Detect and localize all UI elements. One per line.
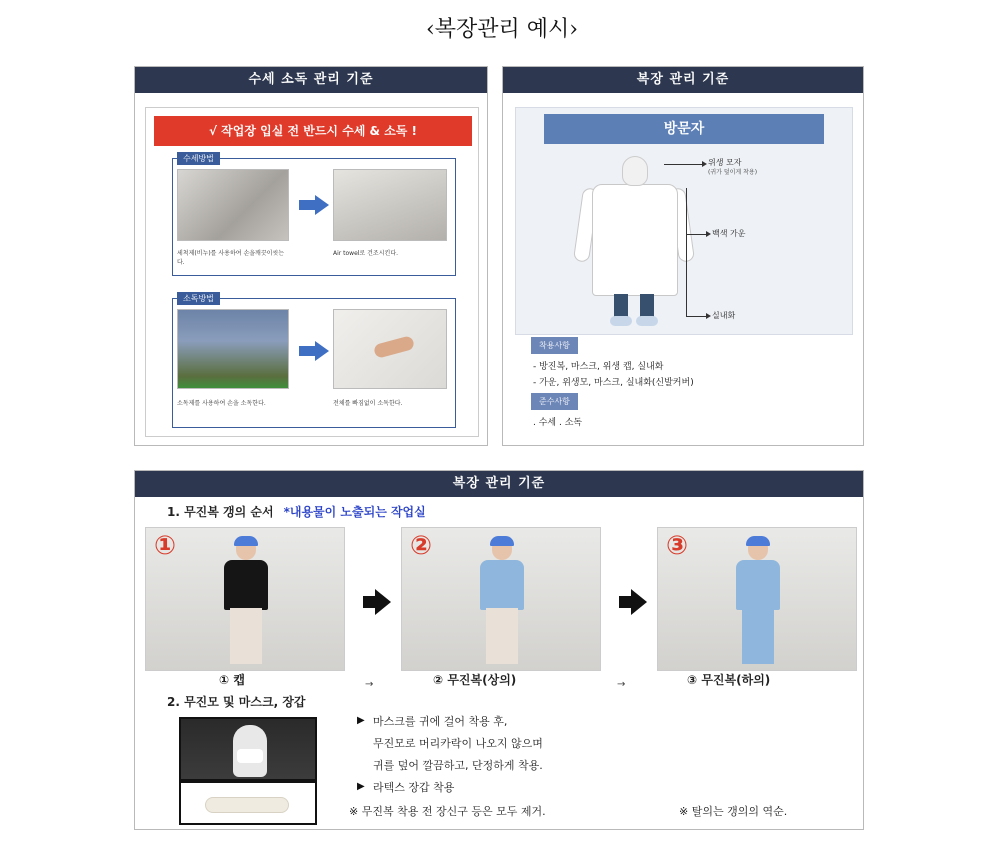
hair-cap-shape [622, 156, 648, 186]
hand-rub-photo [333, 309, 447, 389]
mask-and-cap-photo [179, 717, 317, 781]
gowning-order-note: *내용물이 노출되는 작업실 [283, 505, 426, 519]
stage-3-caption: ③ 무진복(하의) [687, 673, 771, 687]
hand-icon [373, 335, 415, 359]
cap-label: 위생 모자 (귀가 덮이게 착용) [708, 158, 758, 176]
gown-bracket [686, 188, 687, 316]
glove-icon [205, 797, 289, 813]
wearing-item-2: - 가운, 위생모, 마스크, 실내화(신발커버) [533, 378, 694, 388]
stage-1-caption: ① 캡 [219, 673, 245, 687]
visitor-ribbon: 방문자 [544, 114, 824, 144]
hair-cap-icon [746, 536, 770, 546]
stage-number-badge: ① [154, 531, 177, 561]
wash-method-box [172, 154, 456, 276]
dry-caption: Air towel로 건조시킨다. [333, 250, 399, 257]
instruction-line-2: 무진모로 머리카락이 나오지 않으며 [373, 737, 543, 750]
gown-pointer [686, 234, 706, 235]
disinfect-method-tag: 소독방법 [177, 292, 220, 305]
mask-gloves-heading: 2. 무진모 및 마스크, 장갑 [167, 695, 306, 709]
bullet-arrow-icon: ▶ [357, 781, 365, 792]
disinfect-method-box [172, 294, 456, 428]
white-gown-shape [592, 184, 678, 296]
remark-remove-accessories: ※ 무진복 착용 전 장신구 등은 모두 제거. [349, 805, 546, 818]
compliance-item: . 수세 . 소독 [533, 418, 583, 428]
cleanroom-attire-panel [134, 470, 864, 830]
shoes-label: 실내화 [712, 311, 736, 320]
arrow-right-icon [315, 341, 329, 361]
hand-wash-panel [134, 66, 488, 446]
visitor-attire-panel-header: 복장 관리 기준 [503, 67, 863, 93]
hand-wash-poster [145, 107, 479, 437]
sanitize-caption: 소독제를 사용하여 손을 소독한다. [177, 400, 266, 407]
arrow-right-icon [315, 195, 329, 215]
page-title: ‹복장관리 예시› [425, 17, 579, 42]
wash-method-tag: 수세방법 [177, 152, 220, 165]
bullet-arrow-icon: ▶ [357, 715, 365, 726]
hair-cap-icon [490, 536, 514, 546]
air-towel-photo [333, 169, 447, 241]
wearing-item-1: - 방진복, 마스크, 위생 캡, 실내화 [533, 362, 664, 372]
gowning-stage-3-photo [657, 527, 857, 671]
sanitizer-dispenser-photo [177, 309, 289, 389]
gown-label: 백색 가운 [712, 229, 746, 238]
compliance-tag: 준수사항 [531, 393, 578, 410]
gowning-stage-2-photo [401, 527, 601, 671]
remark-undress-order: ※ 탈의는 갱의의 역순. [679, 805, 788, 818]
wearing-items-tag: 착용사항 [531, 337, 578, 354]
mask-icon [237, 749, 263, 763]
latex-glove-photo [179, 781, 317, 825]
cleanroom-attire-panel-header: 복장 관리 기준 [135, 471, 863, 497]
hand-wash-panel-header: 수세 소독 관리 기준 [135, 67, 487, 93]
hair-cap-icon [234, 536, 258, 546]
stage-number-badge: ③ [666, 531, 689, 561]
cap-pointer [664, 164, 702, 165]
caption-arrow-icon: → [617, 679, 626, 690]
visitor-attire-panel [502, 66, 864, 446]
rub-caption: 전체를 빠짐없이 소독한다. [333, 400, 403, 407]
entry-warning-banner: √ 작업장 입실 전 반드시 수세 & 소독 ! [154, 116, 472, 146]
arrow-right-icon [375, 589, 391, 615]
instruction-line-1: 마스크를 귀에 걸어 착용 후, [373, 715, 508, 728]
visitor-figure [574, 156, 694, 328]
stage-2-caption: ② 무진복(상의) [433, 673, 517, 687]
visitor-figure-area [515, 107, 853, 335]
wash-caption: 세척제(비누)를 사용하여 손을깨끗이씻는다. [177, 250, 285, 266]
gowning-order-heading: 1. 무진복 갱의 순서 *내용물이 노출되는 작업실 [167, 505, 426, 519]
arrow-right-icon [631, 589, 647, 615]
hand-washing-photo [177, 169, 289, 241]
shoes-pointer [686, 316, 706, 317]
gowning-stage-1-photo [145, 527, 345, 671]
instruction-line-3: 귀를 덮어 깔끔하고, 단정하게 착용. [373, 759, 543, 772]
instruction-line-4: 라텍스 장갑 착용 [373, 781, 455, 794]
stage-number-badge: ② [410, 531, 433, 561]
caption-arrow-icon: → [365, 679, 374, 690]
